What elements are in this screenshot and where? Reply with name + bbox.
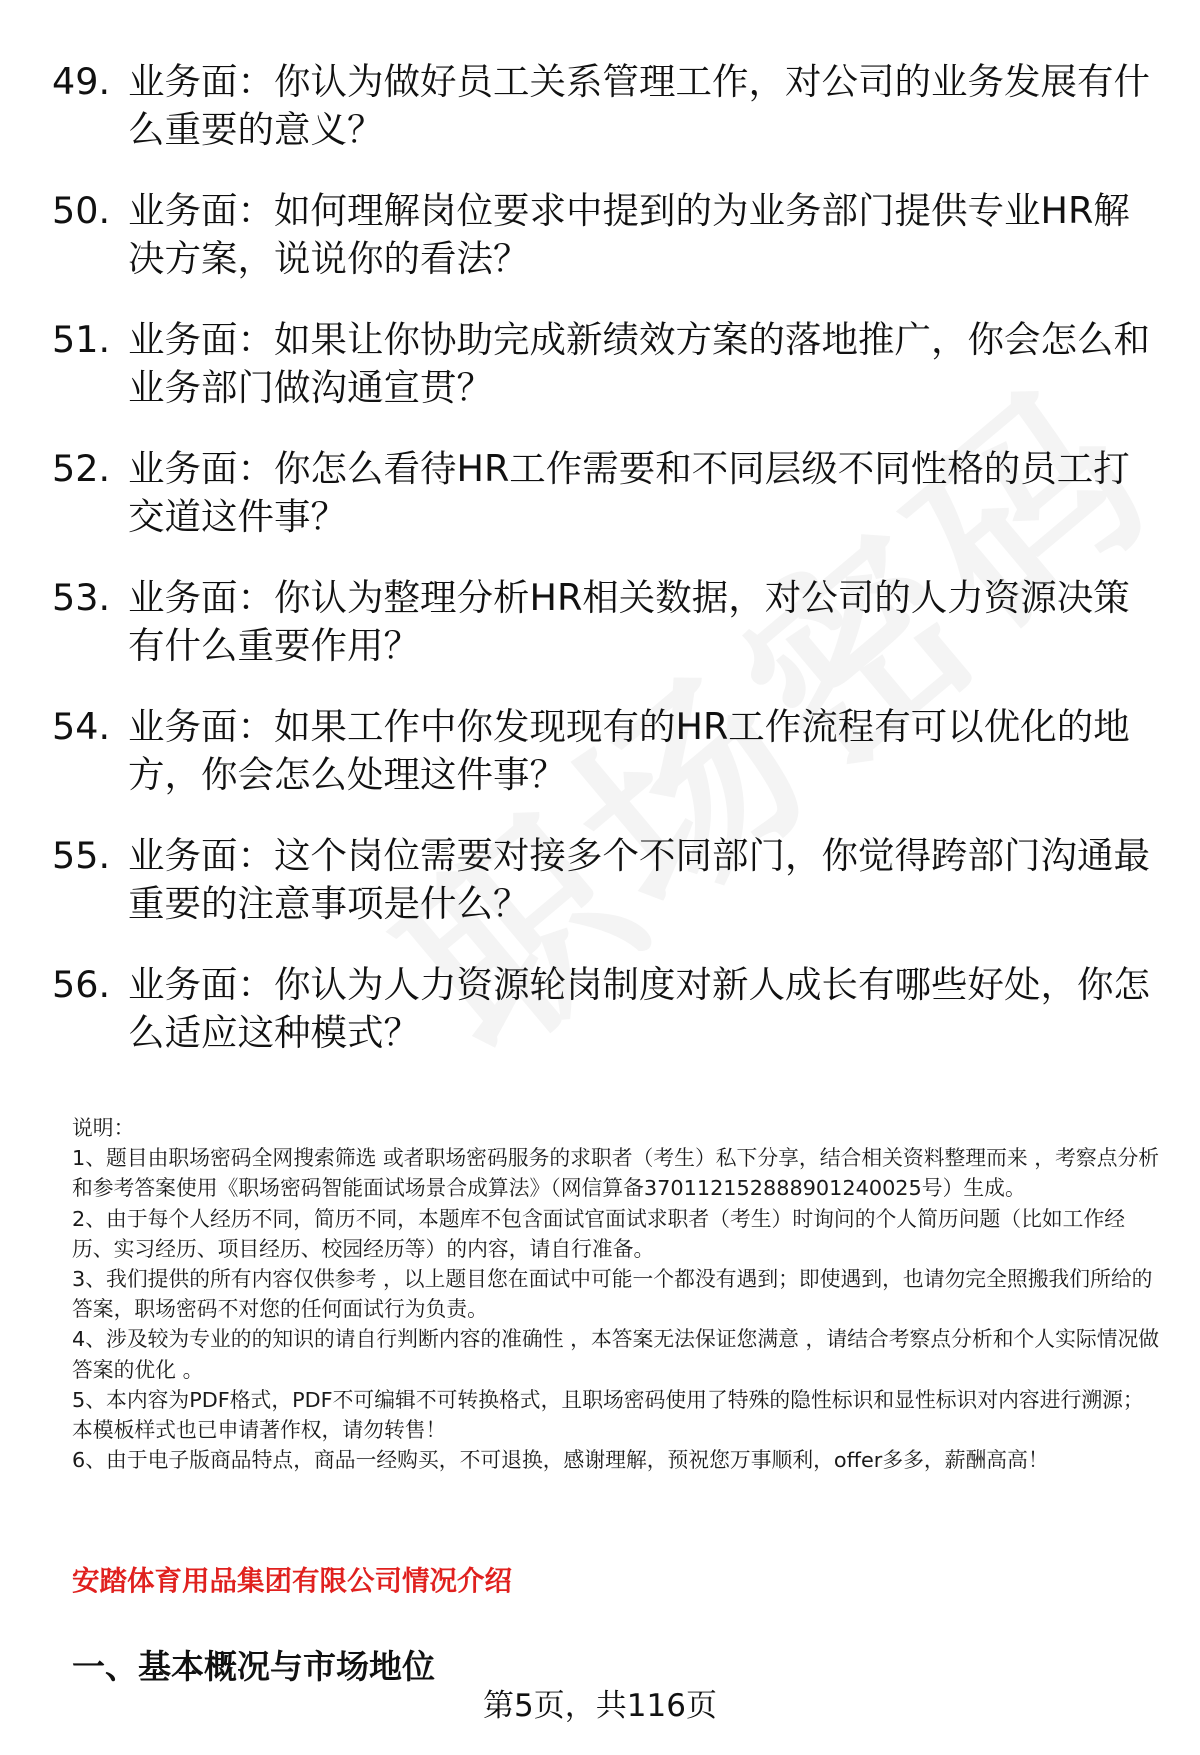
question-text: 业务面：如何理解岗位要求中提到的为业务部门提供专业HR解决方案，说说你的看法？ <box>128 189 1130 280</box>
notes-section <box>72 1113 1162 1475</box>
question-list <box>52 58 1162 1090</box>
question-text: 业务面：你认为整理分析HR相关数据，对公司的人力资源决策有什么重要作用？ <box>128 576 1130 667</box>
question-text: 业务面：你怎么看待HR工作需要和不同层级不同性格的员工打交道这件事？ <box>128 447 1130 538</box>
question-number: 49. <box>52 60 111 103</box>
note-item: 3、我们提供的所有内容仅供参考 ，以上题目您在面试中可能一个都没有遇到；即使遇到，也请勿完全照搬我们所给的答案，职场密码不对您的任何面试行为负责。 <box>72 1267 1153 1322</box>
section-heading: 一、基本概况与市场地位 <box>72 1647 435 1686</box>
note-item: 6、由于电子版商品特点，商品一经购买，不可退换，感谢理解，预祝您万事顺利，offer多多，薪酬高高！ <box>72 1448 1049 1473</box>
question-item <box>52 961 1162 1057</box>
question-number: 56. <box>52 963 111 1006</box>
question-item <box>52 574 1162 670</box>
question-text: 业务面：你认为人力资源轮岗制度对新人成长有哪些好处，你怎么适应这种模式？ <box>128 963 1150 1054</box>
question-number: 55. <box>52 834 111 877</box>
question-text: 业务面：如果让你协助完成新绩效方案的落地推广，你会怎么和业务部门做沟通宣贯？ <box>128 318 1150 409</box>
question-item <box>52 316 1162 412</box>
question-number: 54. <box>52 705 111 748</box>
question-item <box>52 832 1162 928</box>
question-number: 50. <box>52 189 111 232</box>
company-title: 安踏体育用品集团有限公司情况介绍 <box>72 1565 512 1597</box>
note-item: 2、由于每个人经历不同，简历不同，本题库不包含面试官面试求职者（考生）时询问的个人简历问题（比如工作经历、实习经历、项目经历、校园经历等）的内容，请自行准备。 <box>72 1206 1126 1261</box>
question-text: 业务面：如果工作中你发现现有的HR工作流程有可以优化的地方，你会怎么处理这件事？ <box>128 705 1130 796</box>
question-text: 业务面：你认为做好员工关系管理工作，对公司的业务发展有什么重要的意义？ <box>128 60 1150 151</box>
notes-title: 说明： <box>72 1116 135 1140</box>
question-number: 53. <box>52 576 111 619</box>
note-item: 4、涉及较为专业的的知识的请自行判断内容的准确性 ，本答案无法保证您满意 ，请结合考察点分析和个人实际情况做答案的优化 。 <box>72 1327 1160 1382</box>
note-item: 5、本内容为PDF格式，PDF不可编辑不可转换格式，且职场密码使用了特殊的隐性标识和显性标识对内容进行溯源；本模板样式也已申请著作权，请勿转售！ <box>72 1387 1144 1443</box>
question-item <box>52 187 1162 283</box>
question-number: 51. <box>52 318 111 361</box>
page-footer: 第5页，共116页 <box>483 1688 717 1724</box>
question-item <box>52 445 1162 541</box>
note-item: 1、题目由职场密码全网搜索筛选 或者职场密码服务的求职者（考生）私下分享，结合相关资料整理而来 ，考察点分析和参考答案使用《职场密码智能面试场景合成算法》（网信算备370112152888901240025号）生成。 <box>72 1146 1160 1201</box>
question-item <box>52 58 1162 154</box>
question-item <box>52 703 1162 799</box>
question-text: 业务面：这个岗位需要对接多个不同部门，你觉得跨部门沟通最重要的注意事项是什么？ <box>128 834 1150 925</box>
question-number: 52. <box>52 447 111 490</box>
